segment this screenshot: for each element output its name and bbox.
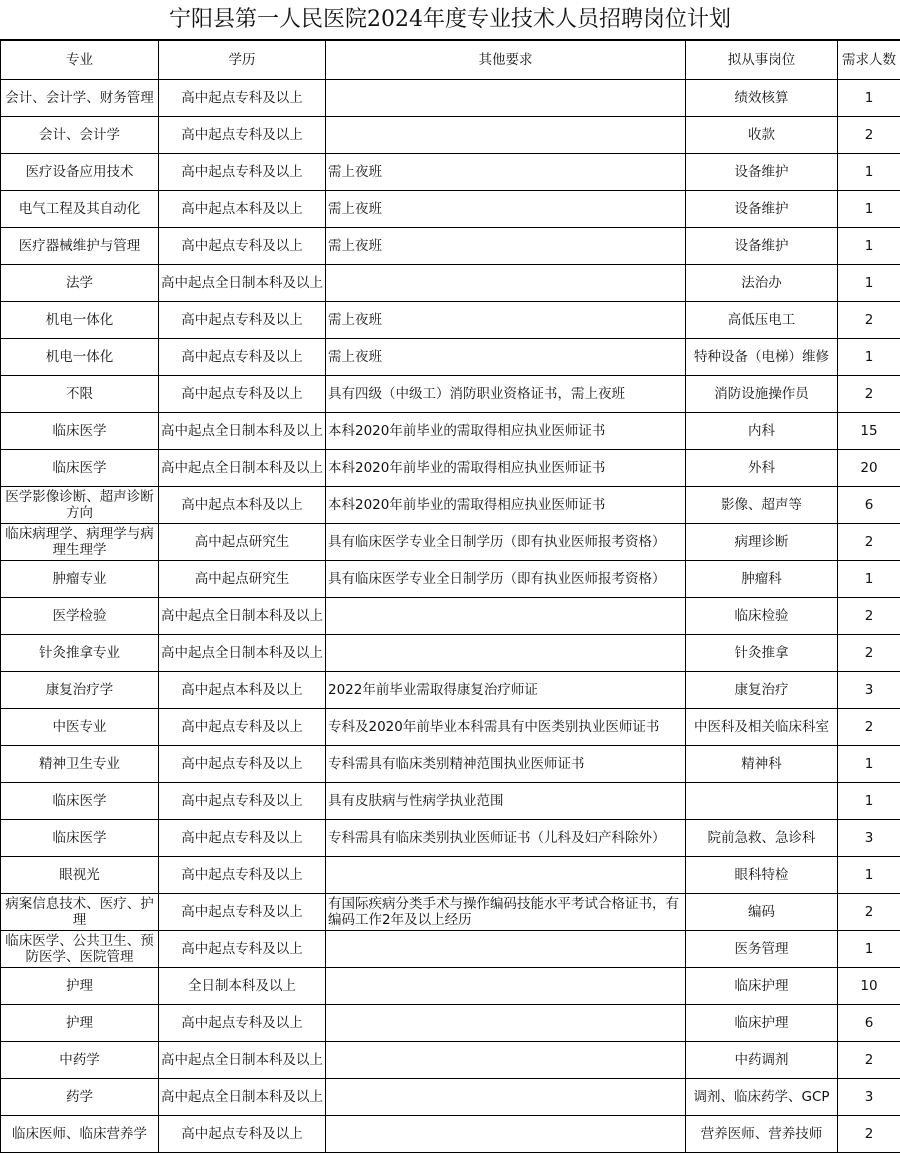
cell-other-requirements: 具有四级（中级工）消防职业资格证书，需上夜班 [326, 376, 686, 413]
cell-position: 肿瘤科 [686, 561, 838, 598]
cell-position: 中药调剂 [686, 1042, 838, 1079]
cell-headcount: 1 [838, 746, 900, 783]
cell-other-requirements [326, 1116, 686, 1153]
cell-major: 精神卫生专业 [1, 746, 159, 783]
cell-major: 会计、会计学、财务管理 [1, 80, 159, 117]
cell-other-requirements: 专科及2020年前毕业本科需具有中医类别执业医师证书 [326, 709, 686, 746]
table-row [1, 1042, 900, 1079]
cell-position: 眼科特检 [686, 857, 838, 894]
cell-major: 机电一体化 [1, 339, 159, 376]
cell-position: 临床护理 [686, 1005, 838, 1042]
cell-headcount: 2 [838, 117, 900, 154]
cell-other-requirements: 需上夜班 [326, 339, 686, 376]
cell-major: 中医专业 [1, 709, 159, 746]
cell-other-requirements [326, 80, 686, 117]
cell-position: 康复治疗 [686, 672, 838, 709]
cell-other-requirements [326, 968, 686, 1005]
cell-education: 高中起点专科及以上 [159, 894, 326, 931]
cell-position: 临床护理 [686, 968, 838, 1005]
cell-position: 医务管理 [686, 931, 838, 968]
cell-headcount: 1 [838, 228, 900, 265]
cell-major: 临床医学、公共卫生、预防医学、医院管理 [1, 931, 159, 968]
cell-education: 高中起点全日制本科及以上 [159, 450, 326, 487]
cell-position: 外科 [686, 450, 838, 487]
cell-major: 不限 [1, 376, 159, 413]
cell-education: 高中起点专科及以上 [159, 1116, 326, 1153]
cell-headcount: 3 [838, 820, 900, 857]
cell-major: 肿瘤专业 [1, 561, 159, 598]
cell-headcount: 6 [838, 1005, 900, 1042]
table-row [1, 894, 900, 931]
cell-position: 针灸推拿 [686, 635, 838, 672]
table-row [1, 598, 900, 635]
table-row [1, 376, 900, 413]
cell-major: 会计、会计学 [1, 117, 159, 154]
cell-education: 高中起点全日制本科及以上 [159, 1042, 326, 1079]
cell-other-requirements: 需上夜班 [326, 302, 686, 339]
cell-education: 高中起点专科及以上 [159, 746, 326, 783]
cell-headcount: 1 [838, 154, 900, 191]
cell-education: 高中起点专科及以上 [159, 1005, 326, 1042]
cell-position [686, 783, 838, 820]
cell-headcount: 2 [838, 709, 900, 746]
cell-position: 消防设施操作员 [686, 376, 838, 413]
cell-major: 医学检验 [1, 598, 159, 635]
cell-education: 高中起点专科及以上 [159, 80, 326, 117]
header-major: 专业 [1, 41, 159, 80]
table-row [1, 228, 900, 265]
cell-education: 高中起点本科及以上 [159, 191, 326, 228]
cell-position: 院前急救、急诊科 [686, 820, 838, 857]
cell-education: 高中起点全日制本科及以上 [159, 598, 326, 635]
cell-other-requirements [326, 857, 686, 894]
cell-headcount: 2 [838, 1116, 900, 1153]
table-row [1, 1005, 900, 1042]
cell-headcount: 1 [838, 191, 900, 228]
table-row [1, 931, 900, 968]
table-row [1, 413, 900, 450]
table-row [1, 265, 900, 302]
cell-education: 高中起点专科及以上 [159, 709, 326, 746]
cell-position: 病理诊断 [686, 524, 838, 561]
cell-other-requirements: 2022年前毕业需取得康复治疗师证 [326, 672, 686, 709]
cell-other-requirements: 有国际疾病分类手术与操作编码技能水平考试合格证书，有编码工作2年及以上经历 [326, 894, 686, 931]
cell-education: 高中起点本科及以上 [159, 487, 326, 524]
cell-headcount: 3 [838, 672, 900, 709]
cell-headcount: 15 [838, 413, 900, 450]
cell-headcount: 1 [838, 561, 900, 598]
table-row [1, 450, 900, 487]
table-row [1, 746, 900, 783]
cell-major: 中药学 [1, 1042, 159, 1079]
cell-education: 高中起点专科及以上 [159, 339, 326, 376]
cell-position: 高低压电工 [686, 302, 838, 339]
cell-other-requirements: 具有临床医学专业全日制学历（即有执业医师报考资格） [326, 561, 686, 598]
cell-major: 临床医学 [1, 413, 159, 450]
cell-education: 高中起点研究生 [159, 524, 326, 561]
cell-education: 高中起点专科及以上 [159, 228, 326, 265]
cell-major: 临床病理学、病理学与病理生理学 [1, 524, 159, 561]
cell-position: 设备维护 [686, 228, 838, 265]
table-row [1, 820, 900, 857]
table-row [1, 117, 900, 154]
cell-headcount: 2 [838, 302, 900, 339]
cell-headcount: 1 [838, 265, 900, 302]
cell-other-requirements: 具有临床医学专业全日制学历（即有执业医师报考资格） [326, 524, 686, 561]
table-row [1, 524, 900, 561]
cell-education: 高中起点专科及以上 [159, 154, 326, 191]
cell-position: 绩效核算 [686, 80, 838, 117]
cell-position: 设备维护 [686, 191, 838, 228]
cell-headcount: 10 [838, 968, 900, 1005]
table-row [1, 857, 900, 894]
cell-major: 临床医师、临床营养学 [1, 1116, 159, 1153]
table-row [1, 80, 900, 117]
cell-education: 高中起点全日制本科及以上 [159, 1079, 326, 1116]
cell-education: 高中起点全日制本科及以上 [159, 265, 326, 302]
cell-other-requirements: 本科2020年前毕业的需取得相应执业医师证书 [326, 450, 686, 487]
cell-education: 高中起点专科及以上 [159, 857, 326, 894]
header-headcount: 需求人数 [838, 41, 900, 80]
cell-position: 精神科 [686, 746, 838, 783]
cell-major: 电气工程及其自动化 [1, 191, 159, 228]
cell-major: 病案信息技术、医疗、护理 [1, 894, 159, 931]
cell-major: 法学 [1, 265, 159, 302]
cell-headcount: 1 [838, 857, 900, 894]
cell-headcount: 2 [838, 635, 900, 672]
table-body [1, 80, 900, 1153]
cell-position: 营养医师、营养技师 [686, 1116, 838, 1153]
cell-major: 临床医学 [1, 820, 159, 857]
cell-major: 医学影像诊断、超声诊断方向 [1, 487, 159, 524]
cell-position: 编码 [686, 894, 838, 931]
cell-major: 临床医学 [1, 783, 159, 820]
cell-major: 机电一体化 [1, 302, 159, 339]
cell-major: 护理 [1, 1005, 159, 1042]
table-row [1, 1079, 900, 1116]
cell-major: 眼视光 [1, 857, 159, 894]
table-row [1, 154, 900, 191]
cell-position: 调剂、临床药学、GCP [686, 1079, 838, 1116]
cell-headcount: 6 [838, 487, 900, 524]
cell-other-requirements [326, 1005, 686, 1042]
cell-major: 医疗器械维护与管理 [1, 228, 159, 265]
cell-position: 法治办 [686, 265, 838, 302]
table-row [1, 302, 900, 339]
cell-other-requirements [326, 265, 686, 302]
cell-other-requirements [326, 117, 686, 154]
cell-position: 收款 [686, 117, 838, 154]
cell-headcount: 1 [838, 783, 900, 820]
cell-position: 内科 [686, 413, 838, 450]
cell-education: 高中起点研究生 [159, 561, 326, 598]
cell-education: 高中起点专科及以上 [159, 117, 326, 154]
cell-education: 高中起点全日制本科及以上 [159, 413, 326, 450]
cell-position: 中医科及相关临床科室 [686, 709, 838, 746]
cell-headcount: 2 [838, 524, 900, 561]
cell-other-requirements [326, 1079, 686, 1116]
page-title: 宁阳县第一人民医院2024年度专业技术人员招聘岗位计划 [0, 0, 900, 40]
cell-headcount: 1 [838, 80, 900, 117]
cell-headcount: 2 [838, 894, 900, 931]
table-row [1, 487, 900, 524]
cell-headcount: 1 [838, 339, 900, 376]
cell-other-requirements [326, 635, 686, 672]
cell-other-requirements: 需上夜班 [326, 154, 686, 191]
cell-other-requirements: 本科2020年前毕业的需取得相应执业医师证书 [326, 413, 686, 450]
cell-other-requirements: 专科需具有临床类别精神范围执业医师证书 [326, 746, 686, 783]
cell-education: 全日制本科及以上 [159, 968, 326, 1005]
cell-other-requirements: 本科2020年前毕业的需取得相应执业医师证书 [326, 487, 686, 524]
cell-headcount: 2 [838, 598, 900, 635]
table-row [1, 191, 900, 228]
cell-position: 特种设备（电梯）维修 [686, 339, 838, 376]
cell-headcount: 3 [838, 1079, 900, 1116]
cell-major: 康复治疗学 [1, 672, 159, 709]
cell-education: 高中起点专科及以上 [159, 376, 326, 413]
cell-headcount: 2 [838, 376, 900, 413]
cell-education: 高中起点本科及以上 [159, 672, 326, 709]
cell-other-requirements: 专科需具有临床类别执业医师证书（儿科及妇产科除外） [326, 820, 686, 857]
cell-other-requirements: 具有皮肤病与性病学执业范围 [326, 783, 686, 820]
cell-education: 高中起点专科及以上 [159, 820, 326, 857]
table-row [1, 968, 900, 1005]
cell-education: 高中起点专科及以上 [159, 302, 326, 339]
cell-major: 医疗设备应用技术 [1, 154, 159, 191]
table-row [1, 339, 900, 376]
cell-other-requirements [326, 1042, 686, 1079]
table-row [1, 561, 900, 598]
cell-position: 影像、超声等 [686, 487, 838, 524]
cell-education: 高中起点专科及以上 [159, 783, 326, 820]
table-row [1, 635, 900, 672]
recruitment-table [0, 40, 900, 1153]
cell-headcount: 20 [838, 450, 900, 487]
cell-education: 高中起点专科及以上 [159, 931, 326, 968]
cell-education: 高中起点全日制本科及以上 [159, 635, 326, 672]
header-position: 拟从事岗位 [686, 41, 838, 80]
cell-other-requirements [326, 598, 686, 635]
cell-other-requirements [326, 931, 686, 968]
table-header-row [1, 41, 900, 80]
cell-major: 药学 [1, 1079, 159, 1116]
cell-headcount: 1 [838, 931, 900, 968]
cell-major: 针灸推拿专业 [1, 635, 159, 672]
header-education: 学历 [159, 41, 326, 80]
cell-headcount: 2 [838, 1042, 900, 1079]
cell-major: 临床医学 [1, 450, 159, 487]
cell-position: 设备维护 [686, 154, 838, 191]
header-other-requirements: 其他要求 [326, 41, 686, 80]
table-row [1, 672, 900, 709]
cell-other-requirements: 需上夜班 [326, 228, 686, 265]
table-row [1, 709, 900, 746]
table-row [1, 783, 900, 820]
table-row [1, 1116, 900, 1153]
cell-other-requirements: 需上夜班 [326, 191, 686, 228]
cell-major: 护理 [1, 968, 159, 1005]
cell-position: 临床检验 [686, 598, 838, 635]
